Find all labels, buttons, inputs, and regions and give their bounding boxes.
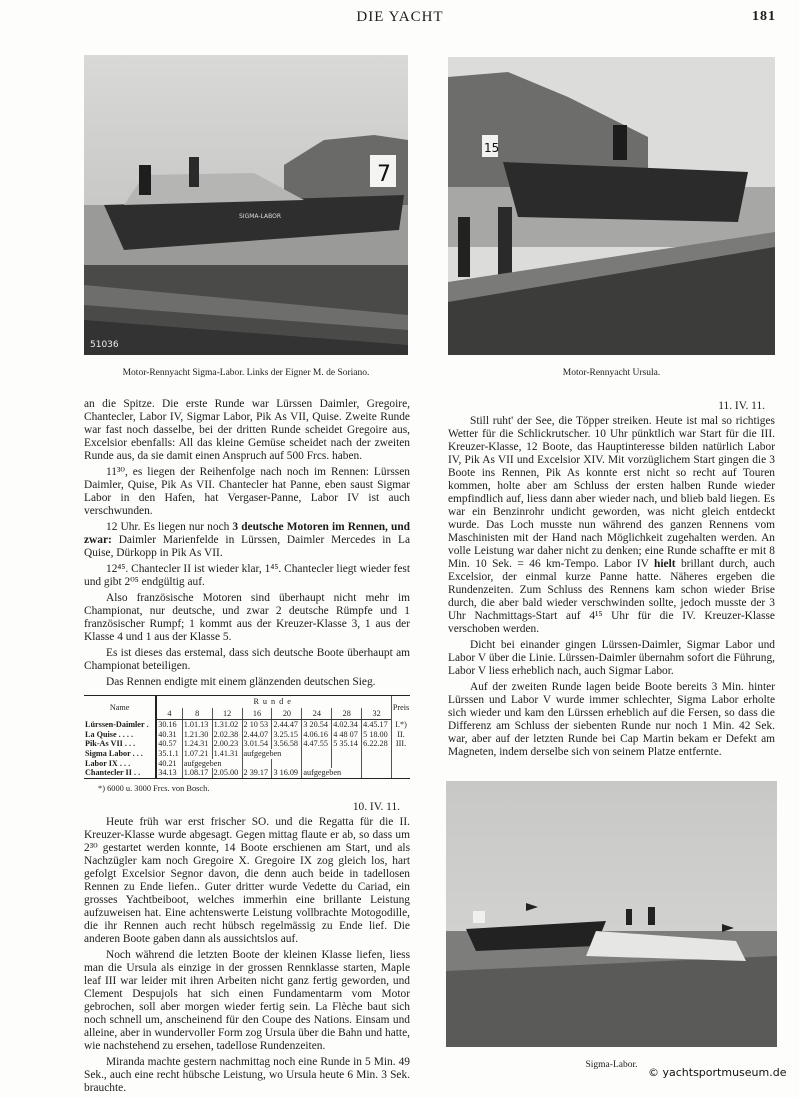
boat-name: La Quise . . . .: [85, 729, 133, 739]
paragraph: [448, 415, 775, 636]
round-time: 3 20.54: [302, 720, 332, 730]
table-row: [84, 749, 410, 759]
empty-cell: [362, 768, 392, 778]
boat-name: Labor IX . . .: [85, 758, 131, 768]
round-time: 35.1.1: [156, 749, 182, 759]
hull-lettering: SIGMA-LABOR: [239, 213, 282, 220]
race-results-table: [84, 695, 410, 779]
table-row: [84, 730, 410, 740]
round-time: 30.16: [156, 720, 182, 730]
round-time: 1.07.21: [182, 749, 212, 759]
right-column: [448, 400, 775, 1072]
round-time: 2.05.00: [212, 768, 242, 778]
paragraph: Auf der zweiten Runde lagen beide Boote bereits 3 Min. hinter Lürssen und Labor V wurde immer schlechter, Sigma Labor erholte sich wieder und kam den Lürssen erheblich auf die Fersen, so dass die Differenz am Schluss der siebenten Runde nur noch 1 Min. 42 Sek. war, aber auf der letzten Runde bei Cap Martin bekam er Defekt am Magneten, indem derselbe sich von seinem Platze entfernte.: [448, 681, 775, 758]
date-heading: 11. IV. 11.: [718, 400, 765, 412]
prize: [392, 768, 410, 778]
round-time: 4 48 07: [332, 730, 362, 740]
paragraph: 11³⁰, es liegen der Reihenfolge nach noch im Rennen: Lürssen Daimler, Quise, Pik As VII. Chantecler hat Panne, eben saust Sigmar Labor in den Hafen, hat Vergaser-Panne, Labor IV ist auch verschwunden.: [84, 466, 410, 517]
round-header: 28: [332, 708, 362, 720]
table-footnote: *) 6000 u. 3000 Frcs. von Bosch.: [98, 783, 210, 793]
round-time: 2 10 53: [242, 720, 272, 730]
plate-number: 51036: [90, 340, 119, 350]
text-run: Daimler Marienfelde in Lürssen, Daimler Mercedes in La Quise, Dürkopp in Pik As VII.: [84, 534, 410, 559]
status-note: aufgegeben: [302, 768, 362, 778]
photo-ursula-on-slipway: [448, 57, 775, 355]
round-time: 1.08.17: [182, 768, 212, 778]
text-run: Still ruht' der See, die Töpper streiken. Heute ist mal so richtiges Wetter für die Schlickrutscher. 10 Uhr pünktlich war Start für die III. Kreuzer-Klasse, 12 Boote, das Hauptinteresse bilden natürlich Labor IV, Pik As VII und Excelsior XIV. Mit vorzüglichem Start gingen die 3 Boote ins Rennen, Pik As konnte erst nicht so recht auf Touren kommen, holte aber am Schluss der ersten halben Runde wieder empfindlich auf, liess dann aber wieder nach, und blieb bald liegen. Es war ein Benzinrohr undicht geworden, was nicht gleich entdeckt wurde. Das Loch musste nun während des ganzen Rennens vom Maschinisten mit der Hand nach Möglichkeit zugehalten werden. An volle Leistung war daher nicht zu denken; eine Runde schaffte er mit 8 Min. 10 Sek. = 46 km-Tempo. Labor IV: [448, 415, 775, 570]
boat-name: Pik-As VII . . .: [85, 739, 136, 749]
round-time: 6.22.28: [362, 739, 392, 749]
round-time: 3.56.58: [272, 739, 302, 749]
round-time: 1.41.31: [212, 749, 242, 759]
paragraph: Es ist dieses das erstemal, dass sich deutsche Boote überhaupt am Championat beteiligen.: [84, 647, 410, 672]
paragraph: Dicht bei einander gingen Lürssen-Daimler, Sigmar Labor und Labor V über die Linie. Lürssen-Daimler übernahm sofort die Führung, Labor V liess erheblich nach, auch Sigmar Labor.: [448, 639, 775, 677]
photo-caption: Motor-Rennyacht Ursula.: [562, 368, 661, 378]
round-time: 40.21: [156, 759, 182, 769]
prize: III.: [392, 739, 410, 749]
empty-cell: [362, 759, 392, 769]
round-header: 20: [272, 708, 302, 720]
empty-cell: [332, 759, 362, 769]
empty-cell: [242, 759, 272, 769]
empty-cell: [302, 749, 332, 759]
round-header: 32: [362, 708, 392, 720]
paragraph: Noch während die letzten Boote der kleinen Klasse liefen, liess man die Ursula als einzige in der grossen Rennklasse starten, Maple leaf III war leider mit ihren Arbeiten nicht ganz fertig geworden, und Clement Despujols hat sich einen Fundamentarm vom Motor gebrochen, soll aber morgen wieder fertig sein. La Flèche baut sich noch schnell um, anscheinend für den Coupe des Nations. Einsam und alleine, aber in wundervoller Form zog Ursula über die Bahn und hatte, wie nachstehend zu ersehen, tadellose Rundenzeiten.: [84, 948, 410, 1052]
round-time: 4.47.55: [302, 739, 332, 749]
round-time: 1.01.13: [182, 720, 212, 730]
round-time: 3.25.15: [272, 730, 302, 740]
empty-cell: [272, 759, 302, 769]
bold-text-run: 3 deutsche Motoren im Rennen, und zwar:: [84, 521, 410, 546]
round-time: 1.21.30: [182, 730, 212, 740]
round-time: 2 39.17: [242, 768, 272, 778]
table-row: [84, 720, 410, 730]
header-name: Name: [109, 703, 130, 713]
date-heading: 10. IV. 11.: [352, 800, 400, 813]
round-time: 5 18.00: [362, 730, 392, 740]
round-time: 3.01.54: [242, 739, 272, 749]
header-prize: Preis: [392, 696, 410, 720]
photo-sigma-labor-racing: [446, 781, 777, 1047]
prize: II.: [392, 730, 410, 740]
empty-cell: [332, 749, 362, 759]
paragraph: an die Spitze. Die erste Runde war Lürssen Daimler, Gregoire, Chantecler, Labor IV, Sigmar Labor, Pik As VII, Quise. Zweite Runde war fast noch dasselbe, bei der dritten Runde scheidet Gregoire aus, Excelsior ebenfalls: All das kleine Gemüse scheidet nach der zweiten Runde aus, da sie damit einen Anspruch auf 500 Frcs. haben.: [84, 398, 410, 462]
paragraph: Also französische Motoren sind überhaupt nicht mehr im Championat, nur deutsche, und zwar 2 deutsche Rümpfe und 1 französischer Rumpf; 1 kommt aus der Kreuzer-Klasse 3, 1 aus der Klasse 4 und 1 aus der Klasse 5.: [84, 592, 410, 643]
paragraph: 12⁴⁵. Chantecler II ist wieder klar, 1⁴⁵. Chantecler liegt wieder fest und gibt 2⁰⁵ endgültig auf.: [84, 563, 410, 588]
empty-cell: [362, 749, 392, 759]
text-run: 12 Uhr. Es liegen nur noch: [106, 521, 233, 533]
round-header: 8: [182, 708, 212, 720]
paragraph: [84, 521, 410, 560]
watermark: © yachtsportmuseum.de: [648, 1066, 787, 1079]
paragraph: Heute früh war erst frischer SO. und die Regatta für die II. Kreuzer-Klasse wurde abgesagt. Gegen mittag flaute er ab, so dass um 2³⁰ gestartet werden konnte, 14 Boote erschienen am Start, und als Nachzügler kam noch Gregoire X. Gregoire IX zog gleich los, hart gefolgt Excelsior Segnor davon, die denn auch beide in tadellosen Rennen zu Ende liefen.. Guter dritter wurde Vedette du Cariad, ein grosses Yachtbeiboot, welches immerhin eine brillante Leistung aufzuweisen hat. Eine achtenswerte Leistung vollbrachte Motogodille, die ihr Rennen auch recht hübsch regelmässig zu Ende lief. Die anderen Boote gaben dann als aussichtslos auf.: [84, 815, 410, 945]
page-number: 181: [752, 9, 776, 24]
round-time: 3 16.09: [272, 768, 302, 778]
prize: I.*): [392, 720, 410, 730]
photo-caption: Sigma-Labor.: [585, 1060, 638, 1070]
status-note: aufgegeben: [242, 749, 302, 759]
left-column: [84, 398, 410, 1098]
paragraph: Das Rennen endigte mit einem glänzenden deutschen Sieg.: [106, 676, 376, 688]
round-time: 5 35.14: [332, 739, 362, 749]
empty-cell: [302, 759, 332, 769]
round-time: 1.24.31: [182, 739, 212, 749]
round-time: 1.31.02: [212, 720, 242, 730]
round-header: 4: [156, 708, 182, 720]
round-time: 2.44.07: [242, 730, 272, 740]
table-row: [84, 768, 410, 778]
race-number: 15: [484, 141, 500, 155]
text-run: brillant durch, auch Excelsior, der einmal kurze Panne hatte. Näheres ergeben die Rundenzeiten. Zum Schluss des Rennens kam schon wieder Brise durch, die aber bald wieder verschwinden sollte, jedoch musste der 3 Uhr Nachmittags-Start auf 4¹⁵ Uhr für die IV. Kreuzer-Klasse verschoben werden.: [448, 558, 775, 635]
round-time: 4.06.16: [302, 730, 332, 740]
boat-name: Chantecler II . .: [85, 768, 141, 778]
round-time: 2.44.47: [272, 720, 302, 730]
photo-caption: Motor-Rennyacht Sigma-Labor. Links der Eigner M. de Soriano.: [122, 368, 370, 378]
round-time: 4.02.34: [332, 720, 362, 730]
prize: [392, 759, 410, 769]
table-row: [84, 739, 410, 749]
running-header-title: DIE YACHT: [356, 9, 444, 25]
race-number: 7: [377, 162, 391, 187]
table-row: [84, 759, 410, 769]
round-time: 2.02.38: [212, 730, 242, 740]
paragraph: Miranda machte gestern nachmittag noch eine Runde in 5 Min. 49 Sek., auch eine recht hübsche Leistung, wo Ursula heute 6 Min. 3 Sek. brauchte.: [84, 1055, 410, 1094]
round-header: 16: [242, 708, 272, 720]
prize: [392, 749, 410, 759]
round-time: 4.45.17: [362, 720, 392, 730]
round-time: 40.57: [156, 739, 182, 749]
boat-name: Sigma Labor . . .: [85, 748, 143, 758]
bold-text-run: hielt: [654, 558, 676, 570]
round-time: 40.31: [156, 730, 182, 740]
boat-name: Lürssen-Daimler .: [85, 719, 149, 729]
photo-sigma-labor-on-slipway: [84, 55, 408, 355]
round-time: 34.13: [156, 768, 182, 778]
round-header: 24: [302, 708, 332, 720]
round-time: 2.00.23: [212, 739, 242, 749]
round-header: 12: [212, 708, 242, 720]
header-rounds: Runde: [156, 696, 391, 708]
status-note: aufgegeben: [182, 759, 242, 769]
